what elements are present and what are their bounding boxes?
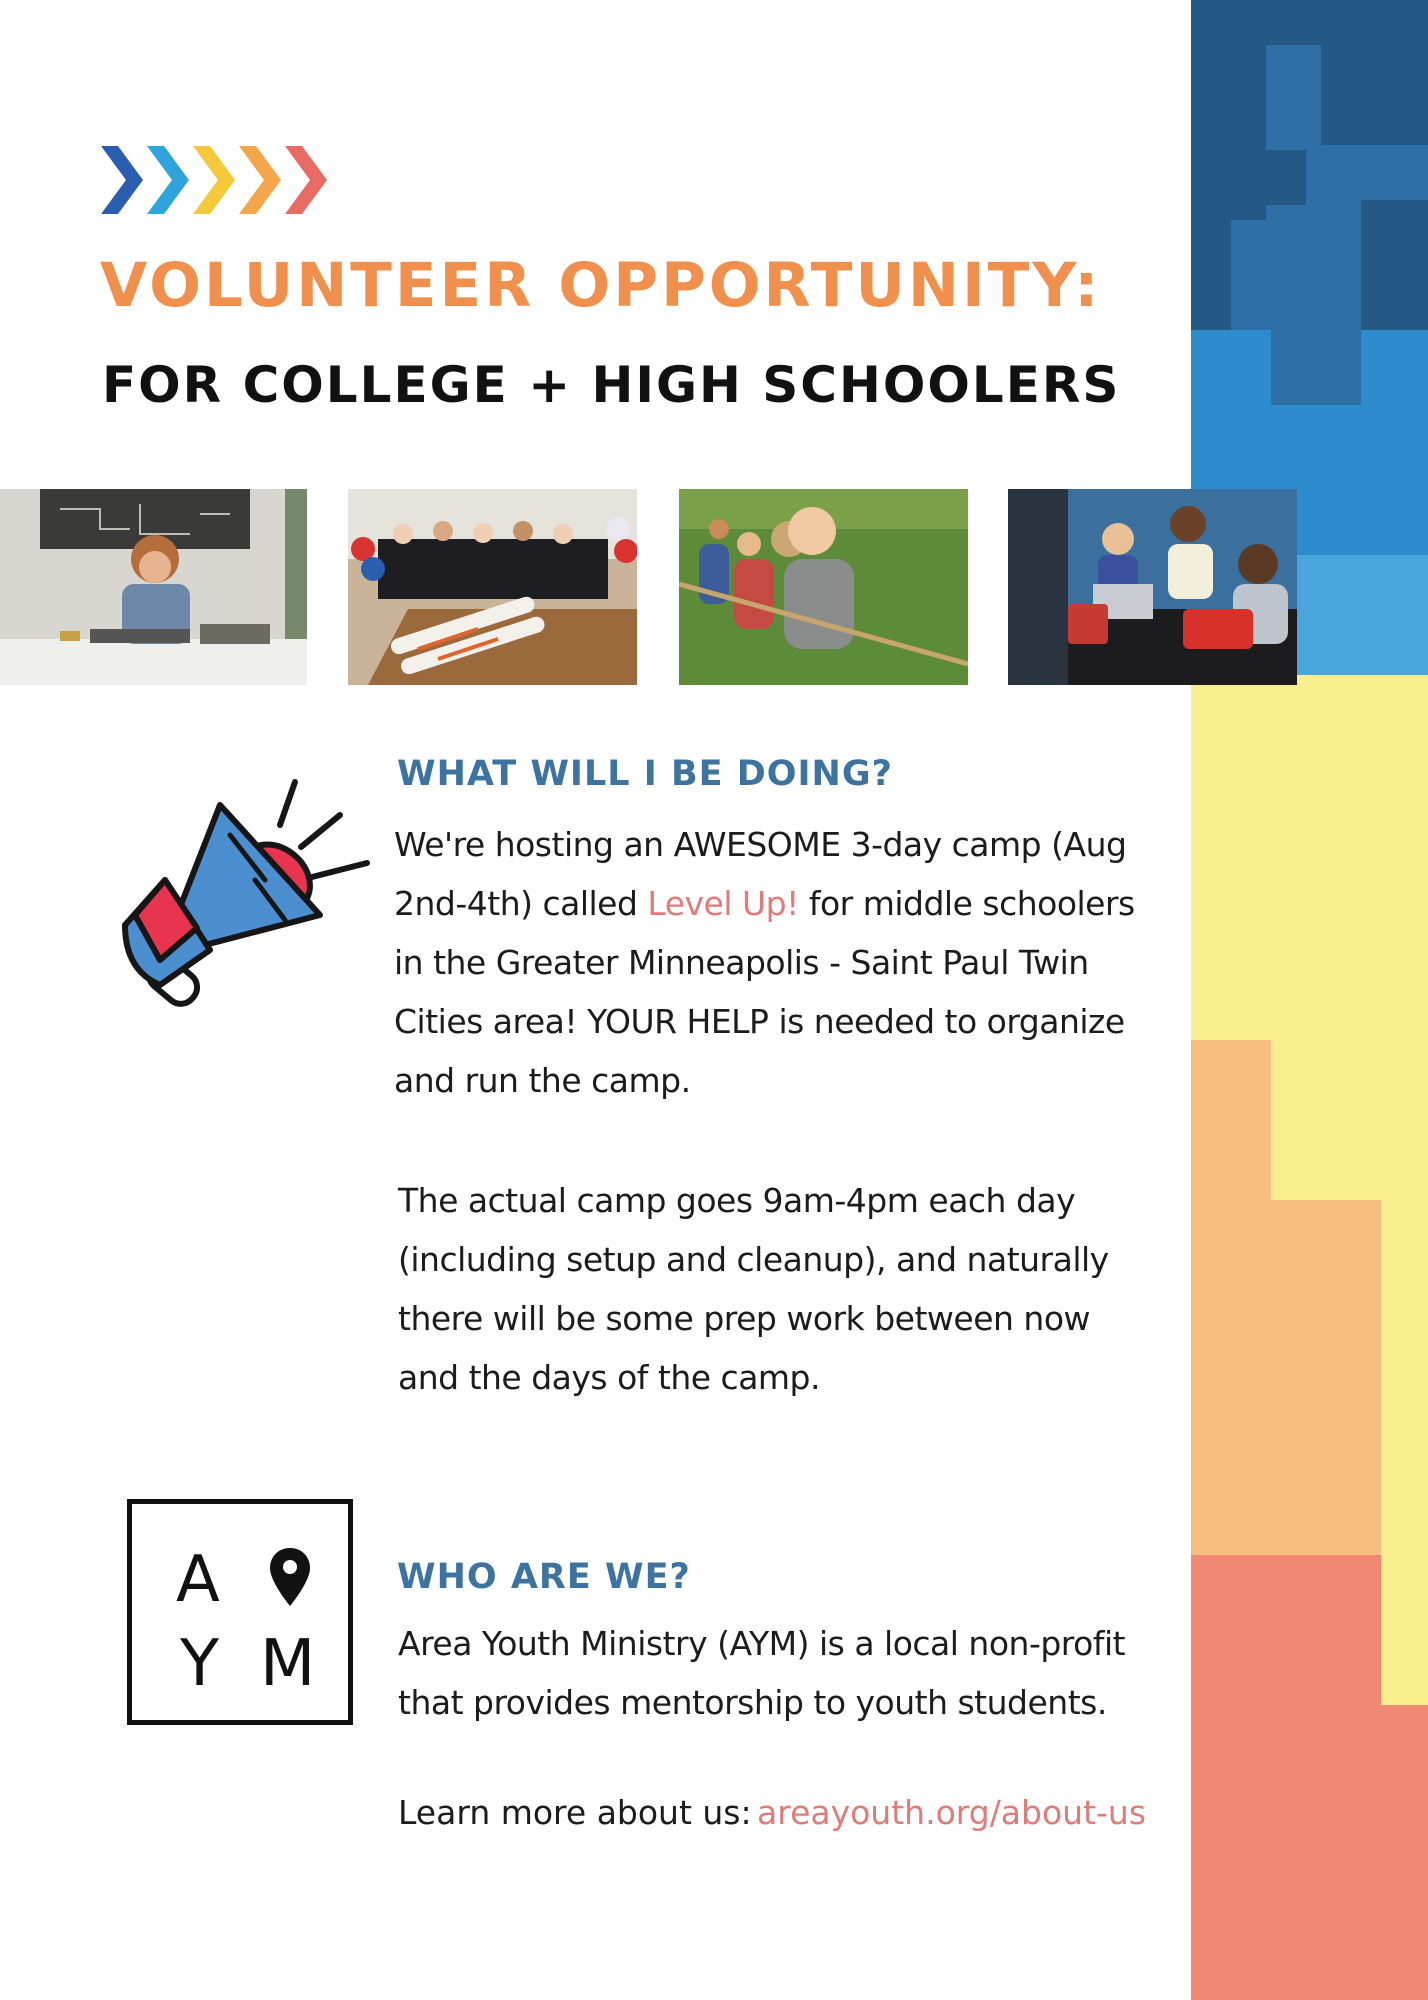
section-doing-title: WHAT WILL I BE DOING?: [397, 754, 893, 794]
paragraph-text: We're hosting an AWESOME 3-day camp (Aug 2nd-4th) called: [394, 825, 1127, 923]
paragraph-text: for middle schoolers in the Greater Minneapolis - Saint Paul Twin Cities area! YOUR HELP is needed to organize and run the camp.: [394, 884, 1135, 1100]
logo-letter-a: A: [176, 1543, 220, 1617]
section-doing-paragraph-1: [394, 815, 1154, 1110]
learn-more-label: Learn more about us:: [398, 1793, 752, 1832]
photo-tug-of-war: [679, 489, 968, 685]
logo-letter-y: Y: [180, 1627, 220, 1701]
section-doing-paragraph-2: The actual camp goes 9am-4pm each day (including setup and cleanup), and naturally there will be some prep work between now and the days of the camp.: [398, 1181, 1109, 1397]
aym-logo: [127, 1499, 353, 1725]
section-who-title: WHO ARE WE?: [397, 1557, 691, 1597]
photo-graduation-diplomas: [348, 489, 637, 685]
page-subtitle: FOR COLLEGE + HIGH SCHOOLERS: [102, 356, 1121, 414]
photo-child-electronics: [0, 489, 307, 685]
about-us-link[interactable]: areayouth.org/about-us: [757, 1793, 1147, 1832]
megaphone-icon: [105, 770, 375, 1030]
page-title: VOLUNTEER OPPORTUNITY:: [100, 250, 1102, 321]
camp-name-highlight: Level Up!: [647, 884, 799, 923]
location-pin-icon: [268, 1546, 312, 1608]
section-who-paragraph: Area Youth Ministry (AYM) is a local non-profit that provides mentorship to youth students.: [398, 1624, 1126, 1722]
logo-letter-m: M: [260, 1627, 316, 1701]
decorative-color-strip: [1191, 0, 1428, 2000]
photo-robotics-kids: [1008, 489, 1297, 685]
chevron-arrows-icon: [101, 146, 333, 214]
